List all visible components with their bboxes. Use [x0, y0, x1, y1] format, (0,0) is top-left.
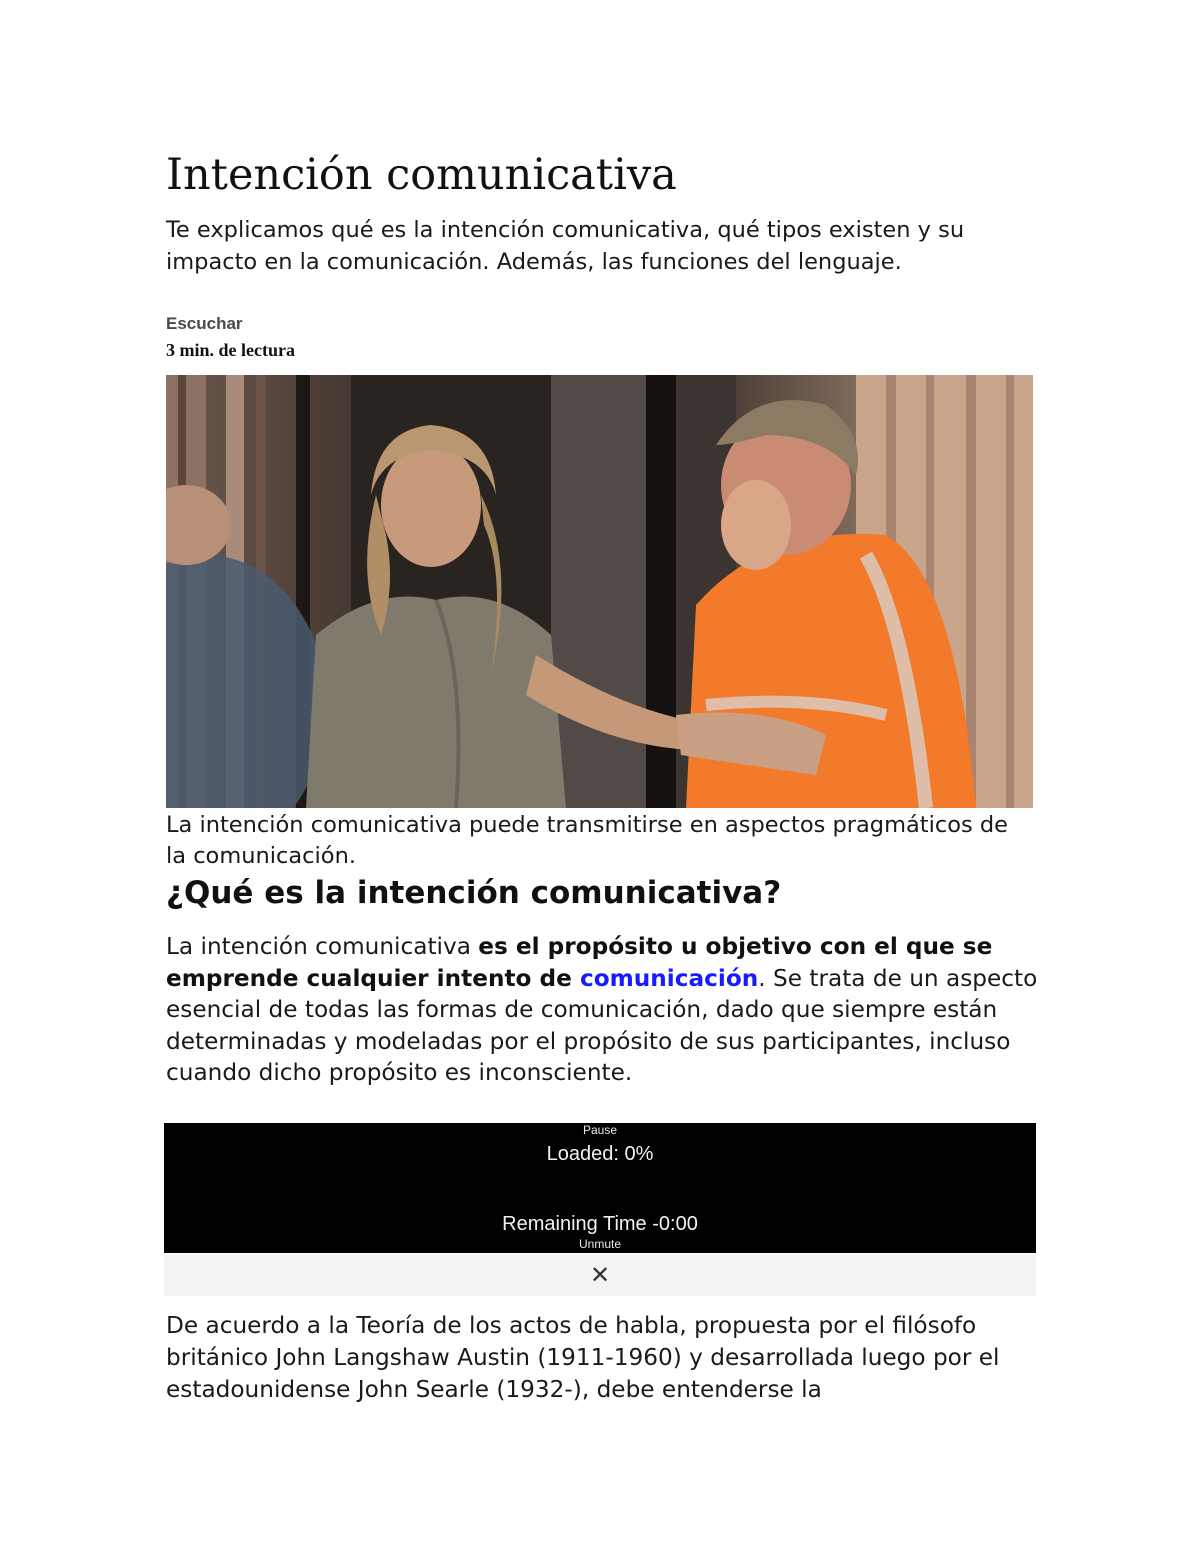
close-player-bar[interactable]: [164, 1254, 1036, 1296]
unmute-button[interactable]: Unmute: [578, 1237, 622, 1251]
article-title: Intención comunicativa: [166, 150, 677, 200]
article-photo: [166, 375, 1033, 808]
pause-button[interactable]: Pause: [582, 1123, 618, 1137]
paragraph-intro: La intención comunicativa: [166, 933, 479, 960]
video-player[interactable]: [164, 1123, 1036, 1253]
paragraph-rest: . Se trata de un aspecto esencial de todas las formas de comunicación, dado que siempre están determinadas y modeladas por el propósito de sus participantes, incluso cuando dicho propósito es inconsciente.: [166, 964, 1038, 1086]
paragraph-speech-acts: De acuerdo a la Teoría de los actos de habla, propuesta por el filósofo británico John Langshaw Austin (1911-1960) y desarrollada luego por el estadounidense John Searle (1932-), debe entenderse la: [166, 1312, 1000, 1403]
comunicacion-link[interactable]: comunicación: [579, 964, 759, 992]
listen-button[interactable]: Escuchar: [166, 314, 243, 333]
image-caption: La intención comunicativa puede transmitirse en aspectos pragmáticos de la comunicación.: [166, 812, 1008, 869]
loaded-status: Loaded: 0%: [546, 1143, 654, 1165]
paragraph-bold-definition: es el propósito u objetivo con el que se emprende cualquier intento de: [166, 933, 993, 992]
read-time: 3 min. de lectura: [166, 340, 295, 360]
section-heading: ¿Qué es la intención comunicativa?: [166, 875, 782, 911]
article-subtitle: Te explicamos qué es la intención comunicativa, qué tipos existen y su impacto en la comunicación. Además, las funciones del lenguaje.: [166, 217, 965, 275]
paragraph-definition: [166, 931, 1041, 1089]
remaining-time: Remaining Time -0:00: [502, 1213, 698, 1235]
close-icon[interactable]: ✕: [589, 1261, 611, 1289]
